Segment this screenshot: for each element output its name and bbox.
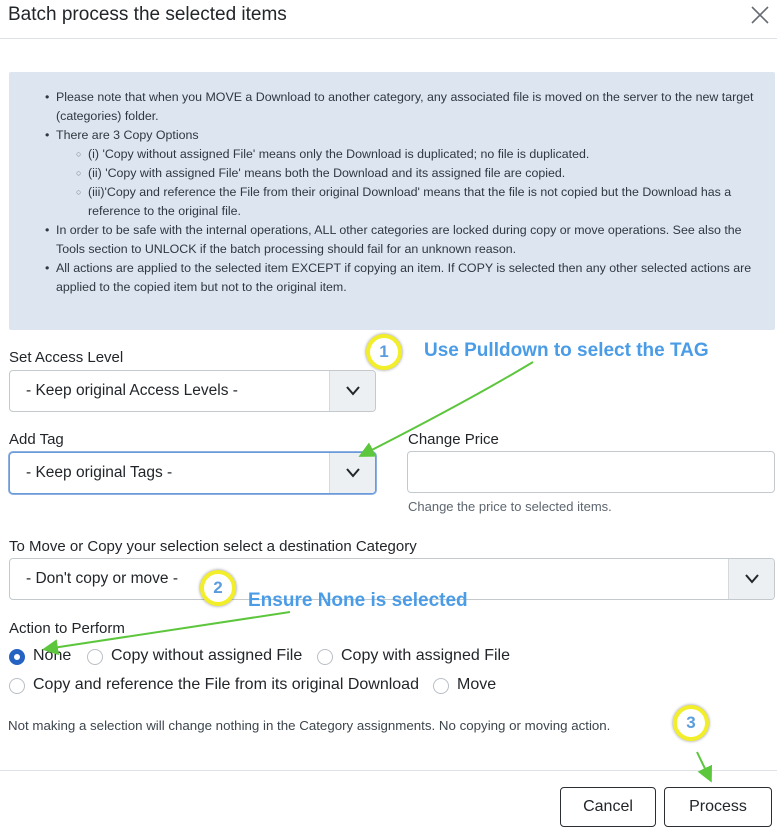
footer-divider — [0, 770, 777, 771]
copy-option-item: ○ (ii) 'Copy with assigned File' means both the Download and its assigned file are copied. — [56, 164, 768, 183]
annotation-text-2: Ensure None is selected — [248, 590, 468, 611]
change-price-help: Change the price to selected items. — [408, 499, 612, 514]
chevron-down-icon[interactable] — [329, 371, 375, 411]
change-price-label: Change Price — [408, 431, 499, 448]
info-bullet: • All actions are applied to the selected item EXCEPT if copying an item. If COPY is selected then any other selected actions are applied to the copied item but not to the original item. — [56, 259, 768, 297]
access-level-label: Set Access Level — [9, 349, 124, 366]
chevron-down-icon[interactable] — [728, 559, 774, 599]
close-icon[interactable] — [747, 2, 773, 28]
radio-label: Move — [457, 676, 497, 693]
cancel-button[interactable]: Cancel — [560, 787, 656, 827]
change-price-input[interactable] — [407, 451, 775, 493]
category-label: To Move or Copy your selection select a destination Category — [9, 538, 417, 555]
chevron-down-icon[interactable] — [329, 453, 375, 493]
add-tag-select[interactable] — [9, 452, 376, 494]
access-level-value: - Keep original Access Levels - — [26, 382, 238, 399]
annotation-marker-1: 1 — [366, 334, 402, 370]
category-value: - Don't copy or move - — [26, 570, 178, 587]
radio-label: Copy and reference the File from its original Download — [33, 676, 419, 693]
copy-option-item: ○ (i) 'Copy without assigned File' means only the Download is duplicated; no file is duplicated. — [56, 145, 768, 164]
info-bullet: • In order to be safe with the internal operations, ALL other categories are locked during copy or move operations. See also the Tools section to UNLOCK if the batch processing should fail for an unknown reason. — [56, 221, 768, 259]
add-tag-value: - Keep original Tags - — [26, 464, 173, 481]
radio-icon[interactable] — [87, 649, 103, 665]
radio-label: None — [33, 647, 72, 664]
annotation-marker-2: 2 — [200, 570, 236, 606]
radio-icon[interactable] — [433, 678, 449, 694]
annotation-arrow-3 — [697, 752, 710, 779]
dialog-header — [0, 0, 777, 39]
action-note: Not making a selection will change nothing in the Category assignments. No copying or moving action. — [8, 718, 611, 733]
info-box — [9, 72, 775, 330]
info-bullet: • Please note that when you MOVE a Download to another category, any associated file is moved on the server to the new target (categories) folder. — [56, 88, 768, 126]
copy-option-item: ○ (iii)'Copy and reference the File from their original Download' means that the file is not copied but the Download has a reference to the original file. — [56, 183, 768, 221]
radio-icon[interactable] — [9, 678, 25, 694]
radio-label: Copy with assigned File — [341, 647, 510, 664]
info-bullet: • There are 3 Copy Options ○ (i) 'Copy without assigned File' means only the Download is duplicated; no file is duplicated. ○ (ii) 'Copy with assigned File' means both the Download and its assigned file are copied. ○ (iii)'Copy and reference the File from their original Download' means that the file is not copied but the Download has a reference to the original file. — [56, 126, 768, 221]
radio-icon[interactable] — [317, 649, 333, 665]
radio-label: Copy without assigned File — [111, 647, 303, 664]
annotation-text-1: Use Pulldown to select the TAG — [424, 340, 709, 361]
access-level-select[interactable] — [9, 370, 376, 412]
process-button[interactable]: Process — [664, 787, 772, 827]
radio-icon[interactable] — [9, 649, 25, 665]
annotation-marker-3: 3 — [673, 705, 709, 741]
dialog-title: Batch process the selected items — [8, 4, 287, 25]
action-label: Action to Perform — [9, 620, 125, 637]
add-tag-label: Add Tag — [9, 431, 64, 448]
